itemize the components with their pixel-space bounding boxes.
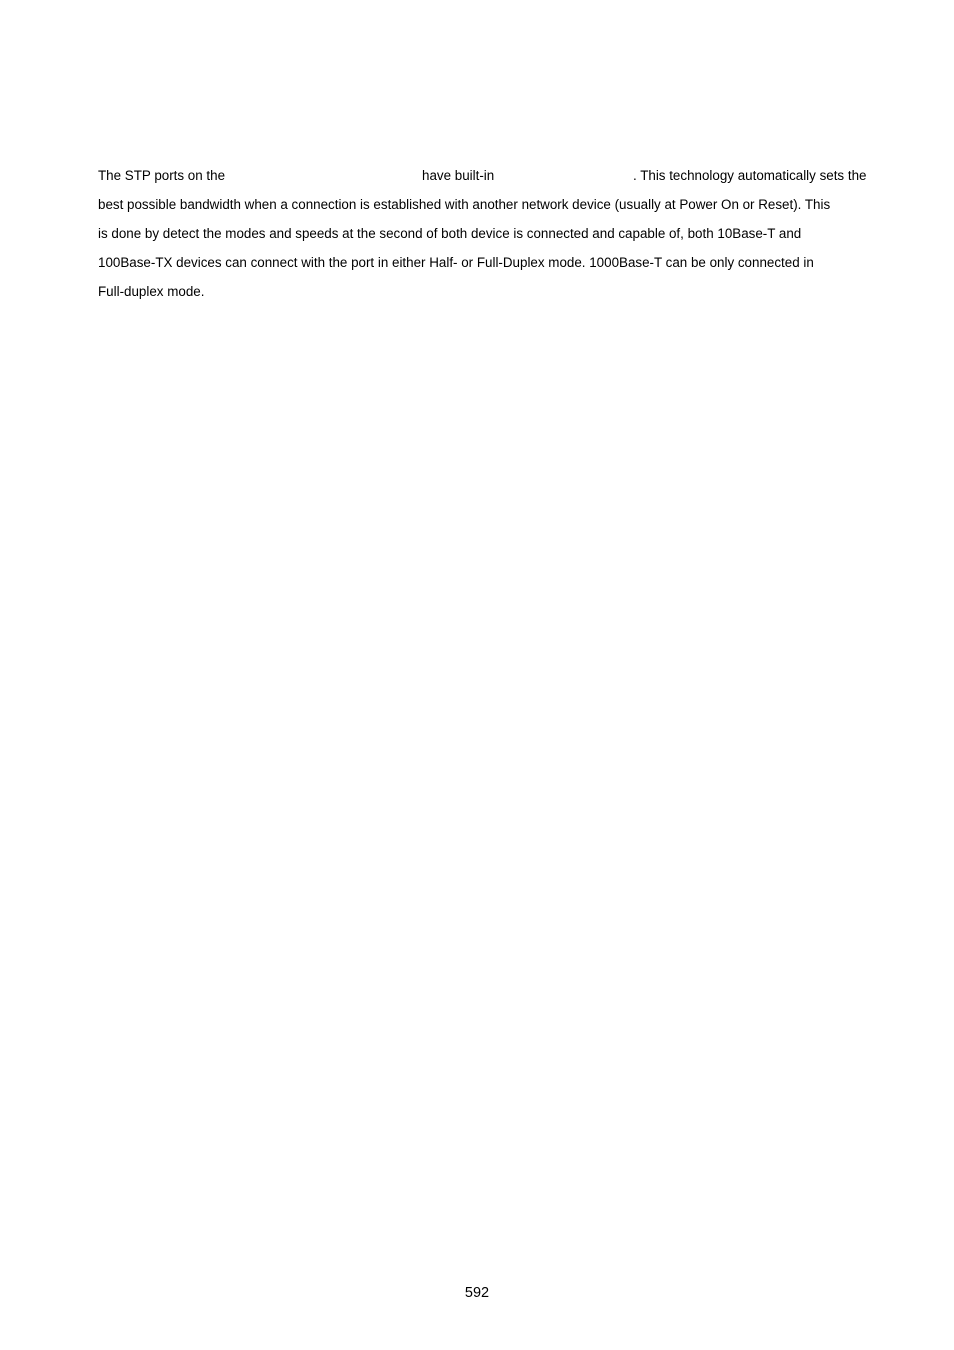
paragraph-line-1-part-3: . This technology automatically sets the [633, 168, 867, 183]
paragraph-line-4: 100Base-TX devices can connect with the port in either Half- or Full-Duplex mode. 1000Base-T can be only connected in [98, 255, 814, 270]
paragraph-line-1-part-1: The STP ports on the [98, 168, 226, 183]
paragraph-line-3: is done by detect the modes and speeds at the second of both device is connected and capable of, both 10Base-T and [98, 226, 802, 241]
paragraph-line-2: best possible bandwidth when a connection is established with another network device (usually at Power On or Reset). This [98, 197, 831, 212]
paragraph-line-5: Full-duplex mode. [98, 284, 205, 299]
paragraph-line-1-part-2: have built-in [422, 168, 495, 183]
page-number: 592 [464, 1285, 490, 1301]
